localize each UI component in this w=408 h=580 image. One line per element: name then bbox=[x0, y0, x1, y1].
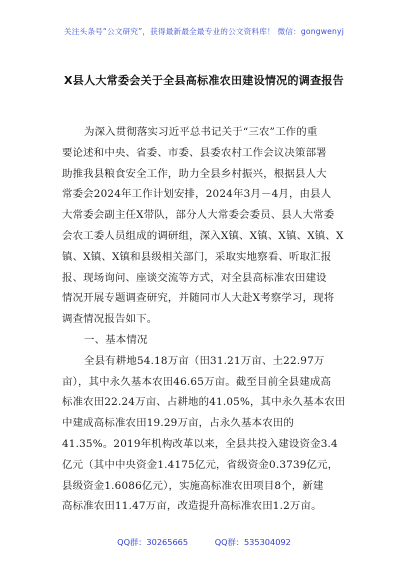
paragraph-line: 为深入贯彻落实习近平总书记关于“三农”工作的重 bbox=[84, 126, 318, 138]
paragraph-line: 中建成高标准农田19.29万亩，占永久基本农田的 bbox=[62, 417, 294, 430]
paragraph-line: 要论述和中央、省委、市委、县委农村工作会议决策部署 bbox=[62, 146, 327, 159]
paragraph-line: 常委会2024年工作计划安排，2024年3月－4月，由县人 bbox=[62, 188, 332, 201]
document-body bbox=[62, 122, 362, 517]
qq-group-2: QQ群：535304092 bbox=[214, 537, 291, 547]
paragraph-line: 报、现场询问、座谈交流等方式，对全县高标准农田建设 bbox=[62, 271, 327, 284]
paragraph-line: 镇、X镇、X镇和县级相关部门，采取实地察看、听取汇报 bbox=[62, 250, 332, 263]
paragraph-line: 高标准农田11.47万亩，改造提升高标准农田1.2万亩。 bbox=[62, 500, 322, 513]
paragraph-line: 标准农田22.24万亩、占耕地的41.05%，其中永久基本农田 bbox=[62, 396, 346, 409]
paragraph-line: 亿元（其中中央资金1.4175亿元，省级资金0.3739亿元， bbox=[62, 458, 339, 471]
paragraph-line: 大常委会副主任X带队，部分人大常委会委员、县人大常委 bbox=[62, 209, 335, 222]
section-heading: 一、基本情况 bbox=[84, 333, 148, 346]
paragraph-line: 亩），其中永久基本农田46.65万亩。截至目前全县建成高 bbox=[62, 375, 332, 388]
paragraph-line: 会农工委人员组成的调研组，深入X镇、X镇、X镇、X镇、X bbox=[62, 229, 344, 242]
paragraph-line: 全县有耕地54.18万亩（田31.21万亩、土22.97万 bbox=[84, 354, 325, 367]
document-title: X县人大常委会关于全县高标准农田建设情况的调查报告 bbox=[64, 74, 344, 87]
paragraph-line: 调查情况报告如下。 bbox=[62, 313, 158, 326]
promo-banner: 关注头条号“公文研究”，获得最新最全最专业的公文资料库！ 微信：gongwenyj bbox=[63, 27, 345, 36]
paragraph-line: 情况开展专题调查研究，并随同市人大赴X考察学习，现将 bbox=[62, 292, 335, 305]
paragraph-line: 41.35%。2019年机构改革以来，全县共投入建设资金3.4 bbox=[62, 437, 338, 450]
paragraph-line: 县级资金1.6086亿元），实施高标准农田项目8个，新建 bbox=[62, 479, 324, 492]
qq-group-1: QQ群：30265665 bbox=[117, 537, 189, 547]
footer-contact bbox=[0, 537, 408, 548]
paragraph-line: 助推我县粮食安全工作，助力全县乡村振兴，根据县人大 bbox=[62, 167, 327, 180]
